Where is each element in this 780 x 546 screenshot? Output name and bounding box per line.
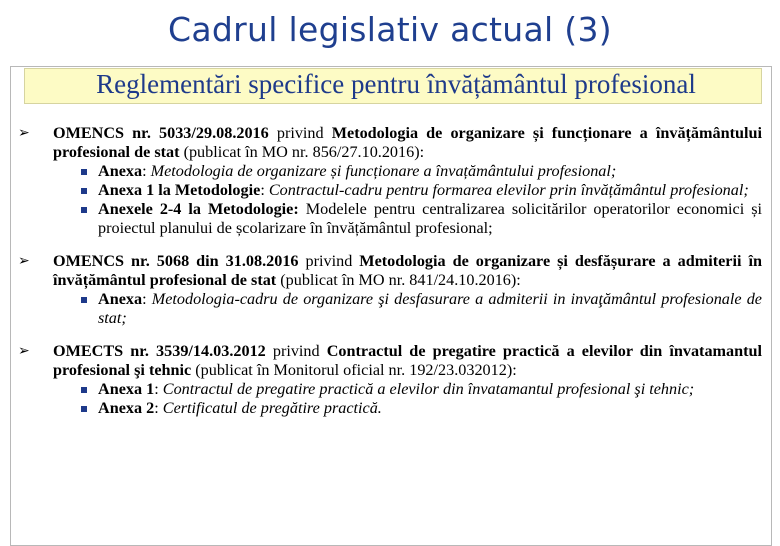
annex-separator: : xyxy=(142,290,152,308)
connector-text: privind xyxy=(268,124,332,142)
annex-label: Anexa xyxy=(98,290,143,308)
arrow-bullet-icon: ➢ xyxy=(18,125,30,141)
square-bullet-icon xyxy=(81,188,87,194)
order-title: Metodologia de organizare și funcționare a învățământului profesional de stat xyxy=(53,124,762,161)
annex-label: Anexa 2 xyxy=(98,399,155,417)
order-reference: OMENCS nr. 5033/29.08.2016 xyxy=(53,124,269,142)
annex-text: Metodologia-cadru de organizare şi desfasurare a admiterii in invaţământul profesionale de stat; xyxy=(98,290,762,327)
arrow-bullet-icon: ➢ xyxy=(18,253,30,269)
square-bullet-icon xyxy=(81,406,87,412)
list-item xyxy=(18,124,762,238)
annex-separator: : xyxy=(260,181,269,199)
publication-note: (publicat în Monitorul oficial nr. 192/23.032012): xyxy=(191,361,517,379)
list-item xyxy=(18,252,762,328)
connector-text: privind xyxy=(265,342,327,360)
square-bullet-icon xyxy=(81,207,87,213)
annex-separator xyxy=(299,200,306,218)
annex-item xyxy=(73,399,762,418)
annex-item xyxy=(73,181,762,200)
order-title: Contractul de pregatire practică a elevilor din învatamantul profesional şi tehnic xyxy=(53,342,763,379)
list-item xyxy=(18,342,762,418)
annex-item xyxy=(73,380,762,399)
annex-text: Certificatul de pregătire practică. xyxy=(162,399,382,417)
annex-label: Anexele 2-4 la Metodologie: xyxy=(98,200,299,218)
order-reference: OMECTS nr. 3539/14.03.2012 xyxy=(53,342,266,360)
slide-title: Cadrul legislativ actual (3) xyxy=(168,10,612,49)
annex-label: Anexa 1 la Metodologie xyxy=(98,181,261,199)
legislation-list xyxy=(18,124,762,432)
annex-separator: : xyxy=(142,162,151,180)
order-reference: OMENCS nr. 5068 din 31.08.2016 xyxy=(53,252,299,270)
square-bullet-icon xyxy=(81,297,87,303)
square-bullet-icon xyxy=(81,169,87,175)
annex-label: Anexa 1 xyxy=(98,380,155,398)
annex-text: Metodologia de organizare și funcționare a învațământului profesional; xyxy=(150,162,617,180)
publication-note: (publicat în MO nr. 856/27.10.2016): xyxy=(179,143,425,161)
publication-note: (publicat în MO nr. 841/24.10.2016): xyxy=(276,271,521,289)
annex-separator: : xyxy=(154,380,163,398)
annex-item xyxy=(73,290,762,328)
arrow-bullet-icon: ➢ xyxy=(18,343,30,359)
square-bullet-icon xyxy=(81,387,87,393)
annex-item xyxy=(73,200,762,238)
order-title: Metodologia de organizare și desfășurare a admiterii în învățământul profesional de stat xyxy=(53,252,762,289)
slide-subtitle: Reglementări specifice pentru învățământul profesional xyxy=(96,69,696,99)
annex-separator: : xyxy=(154,399,163,417)
connector-text: privind xyxy=(298,252,360,270)
annex-text: Modelele pentru centralizarea solicitărilor operatorilor economici și proiectul planului de școlarizare în învățământul profesional; xyxy=(98,200,762,237)
annex-text: Contractul-cadru pentru formarea elevilor prin învățământul profesional; xyxy=(268,181,749,199)
annex-text: Contractul de pregatire practică a elevilor din învatamantul profesional şi tehnic; xyxy=(162,380,695,398)
annex-item xyxy=(73,162,762,181)
annex-label: Anexa xyxy=(98,162,143,180)
